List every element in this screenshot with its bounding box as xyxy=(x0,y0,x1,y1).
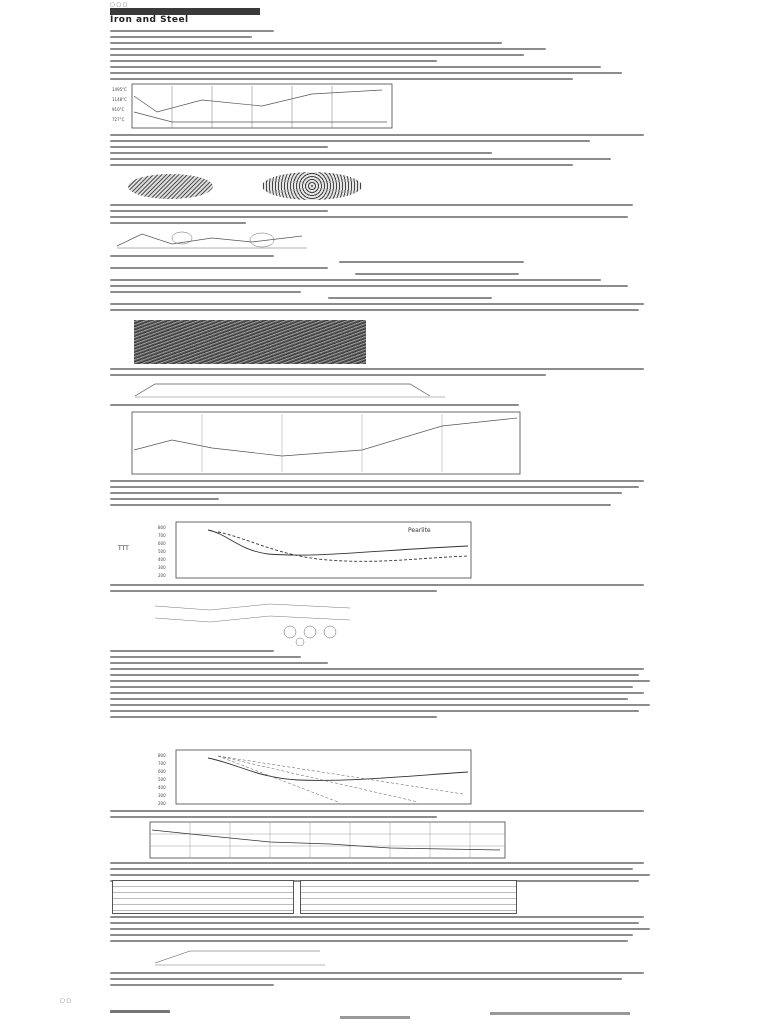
ttt-ytick-6: 300 xyxy=(158,565,166,570)
cct-ytick-7: 200 xyxy=(158,801,166,806)
ttt-finish-curve xyxy=(218,532,468,561)
transformation-chart-frame xyxy=(132,412,520,474)
temp-label-4: 727°C xyxy=(112,117,125,122)
profile-line xyxy=(135,384,430,396)
cct-ytick-5: 400 xyxy=(158,785,166,790)
grid-chart-curve xyxy=(152,830,500,850)
ttt-diagram xyxy=(118,520,478,582)
cooling-rate-2 xyxy=(218,756,418,802)
chapter-title-bar xyxy=(110,8,260,15)
transformation-chart xyxy=(112,410,552,478)
martensite-micrograph xyxy=(134,320,366,364)
ttt-ytick-4: 500 xyxy=(158,549,166,554)
grain-circle-4 xyxy=(296,638,304,646)
microstructure-evolution-sketch xyxy=(150,596,370,646)
evo-line-1 xyxy=(155,604,350,610)
footer-center-text xyxy=(340,1016,410,1019)
ttt-section-tag: TTT xyxy=(118,545,129,552)
grain-circle-1 xyxy=(284,626,296,638)
temp-label-1: 1495°C xyxy=(112,87,127,92)
hardenability-grid-chart xyxy=(130,820,510,860)
text-block-8 xyxy=(110,584,655,596)
footer-right-text xyxy=(490,1012,630,1015)
ttt-ytick-7: 200 xyxy=(158,573,166,578)
cct-ytick-6: 300 xyxy=(158,793,166,798)
tempering-line xyxy=(155,951,320,963)
cct-start-curve xyxy=(208,758,468,780)
temp-label-2: 1148°C xyxy=(112,97,127,102)
ttt-ytick-5: 400 xyxy=(158,557,166,562)
microstructure-image-1 xyxy=(128,174,213,199)
composition-table-2 xyxy=(300,880,517,914)
text-block-13 xyxy=(110,972,655,990)
grain-circle-2 xyxy=(304,626,316,638)
liquidus-line xyxy=(134,90,382,112)
cct-ytick-4: 500 xyxy=(158,777,166,782)
cct-ytick-3: 600 xyxy=(158,769,166,774)
grid-chart-frame xyxy=(150,822,505,858)
grain-circle-3 xyxy=(324,626,336,638)
footer-logo xyxy=(110,1010,170,1013)
ttt-ytick-2: 700 xyxy=(158,533,166,538)
text-block-2 xyxy=(110,134,655,170)
cct-frame xyxy=(176,750,471,804)
tempering-sketch xyxy=(150,945,330,969)
cct-ytick-2: 700 xyxy=(158,761,166,766)
microstructure-image-2 xyxy=(262,172,362,200)
transformation-curve xyxy=(134,418,517,456)
text-block-7 xyxy=(110,480,655,510)
page-header-mark: ▢ ▢ ▢ xyxy=(110,2,128,8)
text-block-9 xyxy=(110,650,655,722)
intro-text-block xyxy=(110,30,655,84)
cooling-sketch-diagram xyxy=(112,224,312,252)
cooling-rate-1 xyxy=(218,756,338,802)
pearlite-label: Pearlite xyxy=(408,527,431,534)
footer-left-mark: ▢ ▢ xyxy=(60,998,72,1004)
heating-profile-diagram xyxy=(130,378,450,400)
evo-line-2 xyxy=(155,616,350,622)
ttt-ytick-1: 800 xyxy=(158,525,166,530)
cct-ytick-1: 800 xyxy=(158,753,166,758)
cct-diagram xyxy=(118,748,478,808)
composition-table-1 xyxy=(112,880,294,914)
text-block-12 xyxy=(110,916,655,946)
temp-label-3: 910°C xyxy=(112,107,125,112)
document-heading: Iron and Steel xyxy=(110,15,189,25)
grid-chart-gridlines xyxy=(150,822,505,858)
text-block-4 xyxy=(110,255,655,315)
ttt-ytick-3: 600 xyxy=(158,541,166,546)
fe-c-phase-diagram xyxy=(112,82,402,132)
